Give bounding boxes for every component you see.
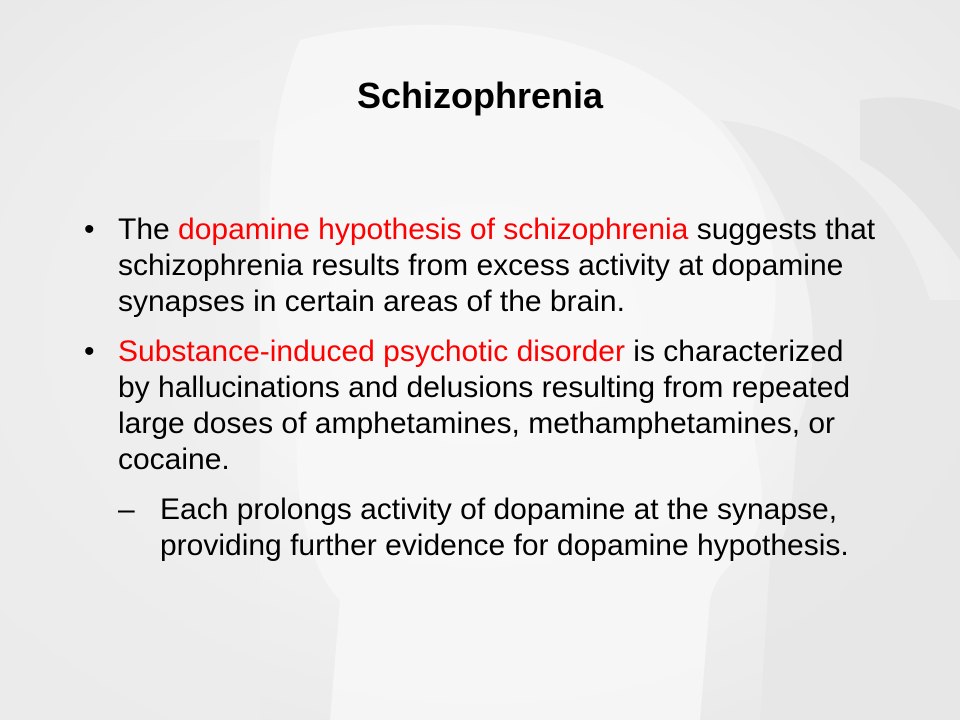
highlight-term: dopamine hypothesis of schizophrenia [178,213,689,246]
sub-bullet-text: Each prolongs activity of dopamine at the synapse, providing further evidence for dopamine hypothesis. [160,493,849,562]
bullet-dopamine-hypothesis [80,212,880,320]
bullet-marker: • [84,213,95,246]
slide-content [80,212,880,564]
bullet-text-after: suggests that schizophrenia results from excess activity at dopamine synapses in certain areas of the brain. [118,213,876,318]
bullet-substance-induced [80,334,880,478]
bullet-text-after: is characterized by hallucinations and delusions resulting from repeated large doses of amphetamines, methamphetamines, or cocaine. [118,335,851,476]
bullet-text-before: The [118,213,179,246]
bullet-marker: • [84,335,95,368]
sub-bullet-marker: – [118,493,135,526]
sub-bullet-prolongs-activity [80,492,880,564]
highlight-term: Substance-induced psychotic disorder [118,335,625,368]
slide-title: Schizophrenia [356,75,604,116]
